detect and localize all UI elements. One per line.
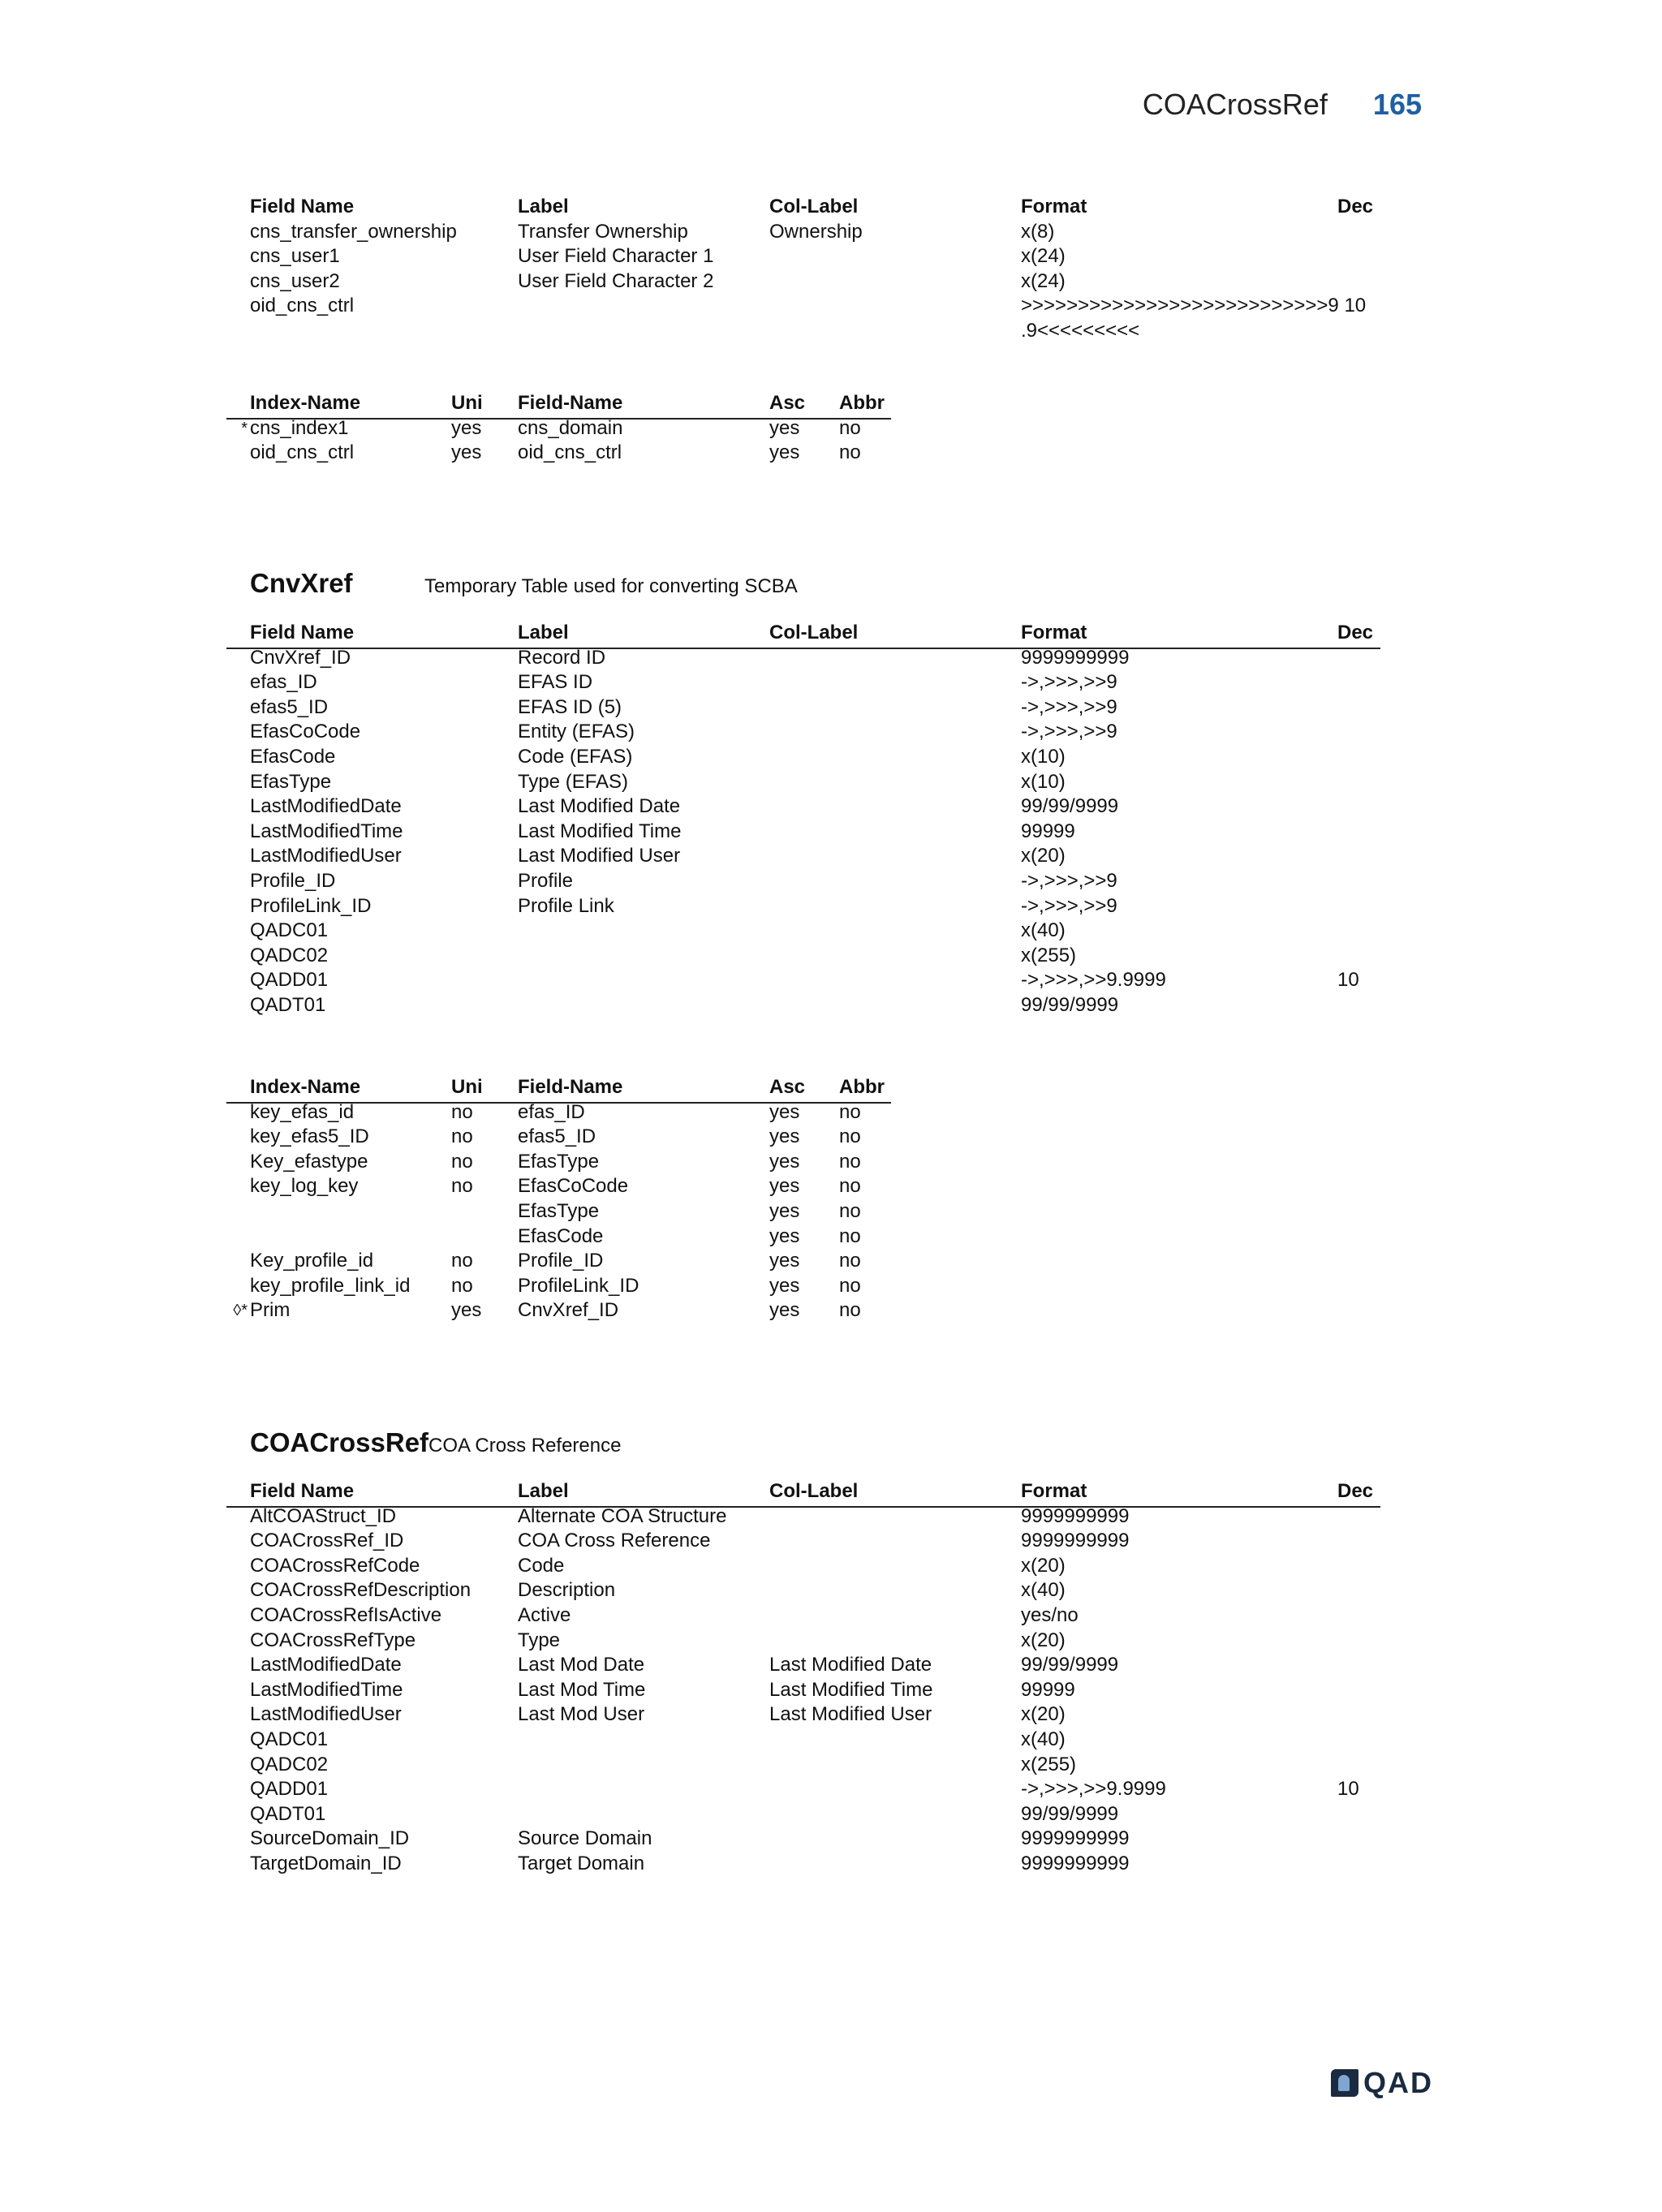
field-format: 9999999999: [1021, 646, 1130, 669]
field-name: SourceDomain_ID: [250, 1827, 410, 1850]
table-heading-coacrossref: [250, 1427, 621, 1458]
table-description: COA Cross Reference: [428, 1435, 622, 1457]
index-abbr: no: [839, 1150, 861, 1173]
field-name: CnvXref_ID: [250, 646, 351, 669]
field-format: 9999999999: [1021, 1827, 1130, 1850]
field-format: ->,>>>,>>9.9999: [1021, 1778, 1166, 1801]
index-asc: yes: [769, 1125, 800, 1148]
index-marker: ◊*: [233, 1302, 248, 1320]
index-abbr: no: [839, 1199, 861, 1222]
index-abbr: no: [839, 441, 861, 464]
field-format: ->,>>>,>>9.9999: [1021, 969, 1166, 992]
index-field-name: CnvXref_ID: [518, 1299, 619, 1322]
col-index-name: Index-Name: [250, 392, 361, 414]
index-unique: no: [451, 1250, 473, 1272]
index-unique: no: [451, 1100, 473, 1123]
index-unique: no: [451, 1125, 473, 1148]
field-name: QADC02: [250, 1753, 329, 1775]
field-name: EfasCoCode: [250, 721, 361, 743]
field-format: x(24): [1021, 245, 1066, 268]
index-unique: no: [451, 1175, 473, 1198]
field-format: x(40): [1021, 1728, 1066, 1750]
field-name: LastModifiedDate: [250, 1654, 402, 1676]
field-format: 9999999999: [1021, 1504, 1130, 1527]
field-name: LastModifiedTime: [250, 1678, 403, 1701]
index-abbr: no: [839, 416, 861, 439]
field-label: Active: [518, 1603, 571, 1626]
index-unique: yes: [451, 416, 482, 439]
field-label: EFAS ID (5): [518, 695, 622, 718]
field-label: Last Mod User: [518, 1703, 645, 1726]
index-asc: yes: [769, 1299, 800, 1322]
index-marker: *: [241, 419, 248, 437]
index-asc: yes: [769, 1224, 800, 1247]
col-label: Label: [518, 1480, 569, 1502]
page-number: 165: [1372, 88, 1422, 121]
field-dec: 10: [1337, 1778, 1359, 1801]
col-asc: Asc: [769, 392, 806, 414]
col-index-name: Index-Name: [250, 1076, 361, 1098]
field-label: Transfer Ownership: [518, 220, 688, 243]
index-abbr: no: [839, 1250, 861, 1272]
col-abbr: Abbr: [839, 1076, 885, 1098]
index-name: Key_efastype: [250, 1150, 368, 1173]
field-label: Type: [518, 1629, 561, 1651]
field-name: cns_user1: [250, 245, 340, 268]
index-asc: yes: [769, 1274, 800, 1297]
index-name: Prim: [250, 1299, 291, 1322]
field-format: x(20): [1021, 1554, 1066, 1577]
field-format: x(20): [1021, 1703, 1066, 1726]
field-label: Record ID: [518, 646, 606, 669]
col-dec: Dec: [1337, 622, 1374, 643]
field-name: COACrossRefIsActive: [250, 1603, 442, 1626]
index-field-name: ProfileLink_ID: [518, 1274, 639, 1297]
field-label: Code (EFAS): [518, 745, 633, 768]
field-label: Entity (EFAS): [518, 721, 635, 743]
field-name: AltCOAStruct_ID: [250, 1504, 397, 1527]
col-format: Format: [1021, 196, 1087, 217]
col-format: Format: [1021, 1480, 1087, 1502]
index-name: oid_cns_ctrl: [250, 441, 355, 464]
field-col-label: Last Modified User: [769, 1703, 932, 1726]
field-dec: 10: [1337, 969, 1359, 992]
index-abbr: no: [839, 1175, 861, 1198]
field-format: x(8): [1021, 220, 1055, 243]
table-heading-cnvxref: [250, 568, 798, 599]
field-format: x(40): [1021, 919, 1066, 942]
col-label: Label: [518, 622, 569, 643]
header-rule: [226, 1102, 891, 1104]
field-name: LastModifiedTime: [250, 820, 403, 842]
index-asc: yes: [769, 1175, 800, 1198]
field-name: EfasType: [250, 770, 332, 793]
field-format: ->,>>>,>>9: [1021, 721, 1117, 743]
qad-logo-text: QAD: [1363, 2066, 1433, 2099]
field-label: Target Domain: [518, 1852, 645, 1874]
field-format: .9<<<<<<<<<: [1021, 319, 1140, 342]
field-format: x(255): [1021, 1753, 1077, 1775]
index-asc: yes: [769, 1199, 800, 1222]
field-name: QADC02: [250, 944, 329, 966]
field-name: efas_ID: [250, 671, 317, 694]
field-col-label: Ownership: [769, 220, 863, 243]
field-name: COACrossRefDescription: [250, 1579, 471, 1602]
field-label: Profile: [518, 869, 574, 892]
col-field-name: Field Name: [250, 1480, 355, 1502]
header-rule: [226, 1506, 1380, 1508]
index-field-name: efas5_ID: [518, 1125, 596, 1148]
index-field-name: Profile_ID: [518, 1250, 604, 1272]
field-name: cns_user2: [250, 269, 340, 292]
field-name: TargetDomain_ID: [250, 1852, 402, 1874]
page-header: [1143, 88, 1422, 122]
field-format: 99999: [1021, 820, 1075, 842]
index-abbr: no: [839, 1125, 861, 1148]
field-label: Type (EFAS): [518, 770, 629, 793]
field-label: Last Mod Date: [518, 1654, 645, 1676]
field-format: 9999999999: [1021, 1530, 1130, 1552]
index-field-name: EfasCode: [518, 1224, 604, 1247]
col-field-name: Field Name: [250, 196, 355, 217]
field-name: COACrossRefType: [250, 1629, 416, 1651]
field-format: x(255): [1021, 944, 1077, 966]
index-unique: no: [451, 1274, 473, 1297]
col-dec: Dec: [1337, 1480, 1374, 1502]
field-format: 99/99/9999: [1021, 795, 1119, 818]
index-unique: no: [451, 1150, 473, 1173]
index-field-name: EfasType: [518, 1150, 600, 1173]
col-col-label: Col-Label: [769, 1480, 859, 1502]
field-name: QADD01: [250, 969, 329, 992]
field-format: >>>>>>>>>>>>>>>>>>>>>>>>>>>9 10: [1021, 295, 1367, 317]
col-col-label: Col-Label: [769, 622, 859, 643]
index-name: key_efas5_ID: [250, 1125, 369, 1148]
field-name: oid_cns_ctrl: [250, 295, 355, 317]
table-description: Temporary Table used for converting SCBA: [424, 575, 798, 597]
field-name: EfasCode: [250, 745, 336, 768]
field-label: COA Cross Reference: [518, 1530, 711, 1552]
col-field-name: Field Name: [250, 622, 355, 643]
field-name: QADT01: [250, 993, 326, 1016]
field-format: x(24): [1021, 269, 1066, 292]
field-format: ->,>>>,>>9: [1021, 894, 1117, 917]
index-unique: yes: [451, 441, 482, 464]
field-name: LastModifiedUser: [250, 1703, 402, 1726]
index-field-name: EfasType: [518, 1199, 600, 1222]
field-label: Last Modified Time: [518, 820, 682, 842]
col-uni: Uni: [451, 392, 483, 414]
index-asc: yes: [769, 441, 800, 464]
col-label: Label: [518, 196, 569, 217]
col-format: Format: [1021, 622, 1087, 643]
field-format: x(10): [1021, 745, 1066, 768]
field-format: ->,>>>,>>9: [1021, 869, 1117, 892]
field-label: Alternate COA Structure: [518, 1504, 727, 1527]
field-label: Description: [518, 1579, 616, 1602]
index-asc: yes: [769, 416, 800, 439]
qad-logo-icon: [1331, 2069, 1358, 2097]
index-name: key_log_key: [250, 1175, 359, 1198]
field-col-label: Last Modified Time: [769, 1678, 933, 1701]
field-format: ->,>>>,>>9: [1021, 695, 1117, 718]
header-rule: [226, 418, 891, 420]
field-label: User Field Character 1: [518, 245, 714, 268]
col-index-field-name: Field-Name: [518, 1076, 623, 1098]
field-label: Last Modified Date: [518, 795, 681, 818]
index-abbr: no: [839, 1100, 861, 1123]
field-name: ProfileLink_ID: [250, 894, 372, 917]
field-col-label: Last Modified Date: [769, 1654, 932, 1676]
field-name: LastModifiedUser: [250, 845, 402, 867]
index-name: key_efas_id: [250, 1100, 355, 1123]
index-asc: yes: [769, 1100, 800, 1123]
index-unique: yes: [451, 1299, 482, 1322]
field-format: 99/99/9999: [1021, 993, 1119, 1016]
field-label: Source Domain: [518, 1827, 652, 1850]
field-format: x(40): [1021, 1579, 1066, 1602]
field-name: LastModifiedDate: [250, 795, 402, 818]
field-format: 9999999999: [1021, 1852, 1130, 1874]
col-col-label: Col-Label: [769, 196, 859, 217]
index-name: key_profile_link_id: [250, 1274, 411, 1297]
field-format: 99999: [1021, 1678, 1075, 1701]
field-name: QADT01: [250, 1802, 326, 1825]
index-field-name: oid_cns_ctrl: [518, 441, 622, 464]
page-header-title: COACrossRef: [1142, 88, 1328, 121]
field-format: x(20): [1021, 845, 1066, 867]
index-asc: yes: [769, 1150, 800, 1173]
col-uni: Uni: [451, 1076, 483, 1098]
field-format: 99/99/9999: [1021, 1654, 1119, 1676]
field-name: COACrossRefCode: [250, 1554, 420, 1577]
field-label: EFAS ID: [518, 671, 593, 694]
header-rule: [226, 648, 1380, 649]
field-name: cns_transfer_ownership: [250, 220, 457, 243]
col-dec: Dec: [1337, 196, 1374, 217]
index-abbr: no: [839, 1274, 861, 1297]
qad-logo: [1331, 2066, 1433, 2100]
field-label: Last Modified User: [518, 845, 681, 867]
field-format: x(10): [1021, 770, 1066, 793]
index-field-name: cns_domain: [518, 416, 623, 439]
table-name: COACrossRef: [250, 1427, 429, 1457]
field-label: Code: [518, 1554, 565, 1577]
col-abbr: Abbr: [839, 392, 885, 414]
index-field-name: efas_ID: [518, 1100, 585, 1123]
col-index-field-name: Field-Name: [518, 392, 623, 414]
field-name: COACrossRef_ID: [250, 1530, 404, 1552]
field-name: efas5_ID: [250, 695, 329, 718]
index-abbr: no: [839, 1224, 861, 1247]
field-label: User Field Character 2: [518, 269, 714, 292]
index-asc: yes: [769, 1250, 800, 1272]
field-format: x(20): [1021, 1629, 1066, 1651]
field-label: Last Mod Time: [518, 1678, 646, 1701]
field-label: Profile Link: [518, 894, 614, 917]
index-name: Key_profile_id: [250, 1250, 374, 1272]
index-name: cns_index1: [250, 416, 349, 439]
field-name: Profile_ID: [250, 869, 336, 892]
index-field-name: EfasCoCode: [518, 1175, 629, 1198]
field-name: QADD01: [250, 1778, 329, 1801]
field-name: QADC01: [250, 919, 329, 942]
table-name: CnvXref: [250, 568, 353, 598]
field-format: yes/no: [1021, 1603, 1079, 1626]
col-asc: Asc: [769, 1076, 806, 1098]
field-name: QADC01: [250, 1728, 329, 1750]
field-format: ->,>>>,>>9: [1021, 671, 1117, 694]
field-format: 99/99/9999: [1021, 1802, 1119, 1825]
index-abbr: no: [839, 1299, 861, 1322]
